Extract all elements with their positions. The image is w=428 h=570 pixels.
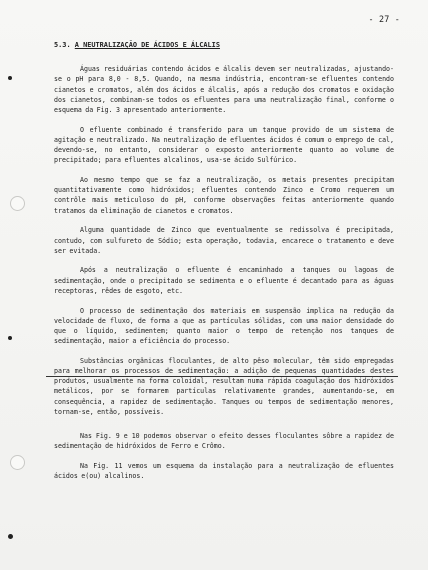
binder-hole: [10, 455, 25, 470]
paragraph: Após a neutralização o efluente é encaminhado a tanques ou lagoas de sedimentação, onde o precipitado se sedimenta e o efluente é decantado para as águas receptoras, rêdes de esgoto, etc.: [54, 266, 394, 295]
scan-speck: [8, 534, 13, 539]
paragraph: Águas residuárias contendo ácidos e álcalis devem ser neutralizadas, ajustando-se o pH para 8,0 - 8,5. Quando, na mesma indústria, encontram-se efluentes contendo cianetos e cromatos, além dos ácidos e álcalis, após a redução dos cromatos e oxidação dos cianetos, combinam-se todos os efluentes para uma neutralização final, conforme o esquema da Fig. 3 apresentado anteriormente.: [54, 65, 394, 115]
paragraph: Alguma quantidade de Zinco que eventualmente se redissolva é precipitada, contudo, com sulfureto de Sódio; esta operação, todavia, encarece o tratamento e deve ser evitada.: [54, 226, 394, 255]
scan-speck: [8, 336, 12, 340]
paragraph: Nas Fig. 9 e 10 podemos observar o efeito desses floculantes sôbre a rapidez de sedimentação de hidróxidos de Ferro e Crômo.: [54, 431, 394, 450]
section-heading: [54, 40, 394, 50]
scan-speck: [8, 76, 12, 80]
paragraph: O processo de sedimentação dos materiais em suspensão implica na redução da velocidade de fluxo, de forma a que as partículas sólidas, com uma maior densidade do que o líquido, sedimentem; quanto maior o tempo de retenção nos tanques de sedimentação, maior a eficiência do processo.: [54, 306, 394, 346]
paragraph: Na Fig. 11 vemos um esquema da instalação para a neutralização de efluentes ácidos e(ou) alcalinos.: [54, 461, 394, 480]
page-number: - 27 -: [368, 14, 400, 24]
paragraph: Substâncias orgânicas floculantes, de alto pêso molecular, têm sido empregadas para melhorar os processos de sedimentação: a adição de pequenas quantidades destes produtos, usualmente na forma coloidal, resultam numa rápida coagulação dos hidróxidos metálicos, por se formarem partículas relativamente grandes, aumentando-se, em consequência, a rapidez de sedimentação. Tanques ou tempos de sedimentação menores, tornam-se, então, possíveis.: [54, 356, 394, 416]
section-body: [54, 40, 394, 490]
paragraph: O efluente combinado é transferido para um tanque provido de um sistema de agitação e neutralizado. Na neutralização de efluentes ácidos é comum o emprego de cal, devendo-se, no entanto, considerar o exposto anteriormente quanto ao volume de precipitado; para efluentes alcalinos, usa-se ácido Sulfúrico.: [54, 125, 394, 165]
scan-line: [46, 376, 398, 377]
paragraph: Ao mesmo tempo que se faz a neutralização, os metais presentes precipitam quantitativamente como hidróxidos; efluentes contendo Zinco e Cromo requerem um contrôle mais meticuloso do pH, conforme observações feitas anteriormente quando tratamos da eliminação de cianetos e cromatos.: [54, 176, 394, 215]
section-number: 5.3.: [54, 41, 71, 49]
binder-hole: [10, 196, 25, 211]
section-title: A NEUTRALIZAÇÃO DE ÁCIDOS E ÁLCALIS: [74, 41, 220, 49]
